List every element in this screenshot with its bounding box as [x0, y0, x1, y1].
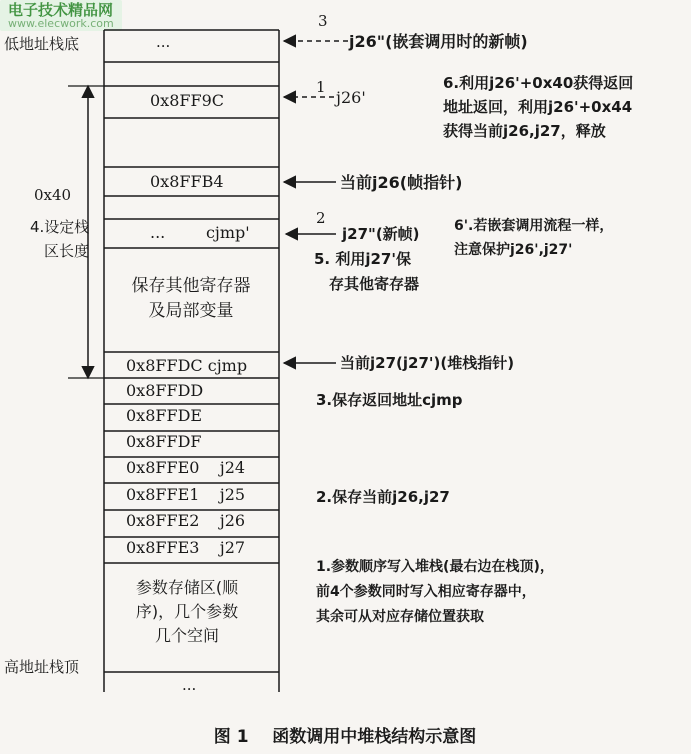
pointer-j26-prime-label: j26' [336, 88, 366, 107]
stack-bottom-dots: ... [182, 676, 197, 694]
stack-cell-0x8ffdd: 0x8FFDD [126, 381, 204, 400]
stack-size-label-line1: 4.设定栈 [30, 218, 90, 236]
figure-caption: 图 1 函数调用中堆栈结构示意图 [213, 727, 477, 747]
high-address-label: 高地址栈顶 [4, 658, 80, 676]
note-step-3: 3.保存返回地址cjmp [316, 391, 463, 409]
pointer-j26-double [284, 12, 528, 51]
stack-cell-saved-regs-line2: 及局部变量 [148, 301, 234, 321]
stack-cell-params-line1: 参数存储区(顺 [135, 578, 239, 597]
note-step-6 [443, 74, 633, 141]
pointer-step-2: 2 [316, 209, 326, 227]
note-step-1 [316, 558, 554, 625]
stack-cell-0x8ffe1: 0x8FFE1 j25 [126, 485, 246, 504]
pointer-j27-double-label: j27"(新帧) [342, 225, 420, 243]
note-step-5 [314, 250, 419, 293]
stack-size-label-line2: 区长度 [44, 242, 90, 260]
low-address-label: 低地址栈底 [4, 35, 80, 53]
pointer-current-j26 [284, 173, 462, 192]
watermark-url: www.elecwork.com [8, 17, 114, 30]
note-step-6-prime-line2: 注意保护j26',j27' [454, 242, 573, 258]
pointer-j27-double [286, 209, 420, 243]
stack-cell-0x8ffdf: 0x8FFDF [126, 432, 202, 451]
stack-cell-cjmp-prime: ... cjmp' [150, 223, 250, 242]
note-step-6-prime-line1: 6'.若嵌套调用流程一样， [454, 218, 614, 234]
note-step-6-line2: 地址返回，利用j26'+0x44 [443, 98, 633, 116]
pointer-step-1: 1 [316, 78, 326, 96]
stack-cell-0x8ffdc: 0x8FFDC cjmp [126, 356, 248, 375]
stack-cell-top-dots: ... [156, 33, 171, 51]
pointer-j26-prime [284, 78, 366, 107]
note-step-1-line2: 前4个参数同时写入相应寄存器中， [316, 584, 536, 600]
stack-cell-params-line3: 几个空间 [154, 626, 220, 645]
stack-cells [126, 33, 251, 694]
pointer-current-j27-label: 当前j27(j27')(堆栈指针) [340, 354, 515, 372]
stack-cell-0x8ff9c: 0x8FF9C [150, 91, 225, 110]
note-step-6-line1: 6.利用j26'+0x40获得返回 [443, 74, 634, 92]
pointer-current-j27 [284, 354, 514, 372]
stack-cell-saved-regs-line1: 保存其他寄存器 [131, 276, 251, 296]
stack-cell-params-line2: 序)，几个参数 [135, 602, 239, 621]
note-step-5-line1: 5. 利用j27'保 [314, 250, 411, 268]
stack-size-arrow [28, 86, 104, 378]
pointer-j26-double-label: j26"(嵌套调用时的新帧) [349, 32, 528, 51]
stack-cell-0x8ffb4: 0x8FFB4 [150, 172, 224, 191]
stack-cell-0x8ffe2: 0x8FFE2 j26 [126, 511, 246, 530]
pointer-current-j26-label: 当前j26(帧指针) [340, 173, 463, 192]
stack-cell-0x8ffe3: 0x8FFE3 j27 [126, 538, 246, 557]
note-step-2: 2.保存当前j26,j27 [316, 488, 450, 506]
note-step-1-line3: 其余可从对应存储位置获取 [316, 609, 484, 625]
watermark-title: 电子技术精品网 [8, 1, 114, 19]
stack-cell-dividers [104, 30, 279, 672]
note-step-5-line2: 存其他寄存器 [329, 275, 420, 293]
note-step-6-line3: 获得当前j26,j27，释放 [443, 122, 606, 140]
note-step-1-line1: 1.参数顺序写入堆栈(最右边在栈顶)， [316, 559, 554, 575]
stack-cell-0x8ffe0: 0x8FFE0 j24 [126, 458, 246, 477]
pointer-step-3: 3 [318, 12, 328, 30]
note-step-6-prime [454, 217, 613, 258]
stack-size-value: 0x40 [34, 186, 72, 204]
stack-cell-0x8ffde: 0x8FFDE [126, 406, 203, 425]
